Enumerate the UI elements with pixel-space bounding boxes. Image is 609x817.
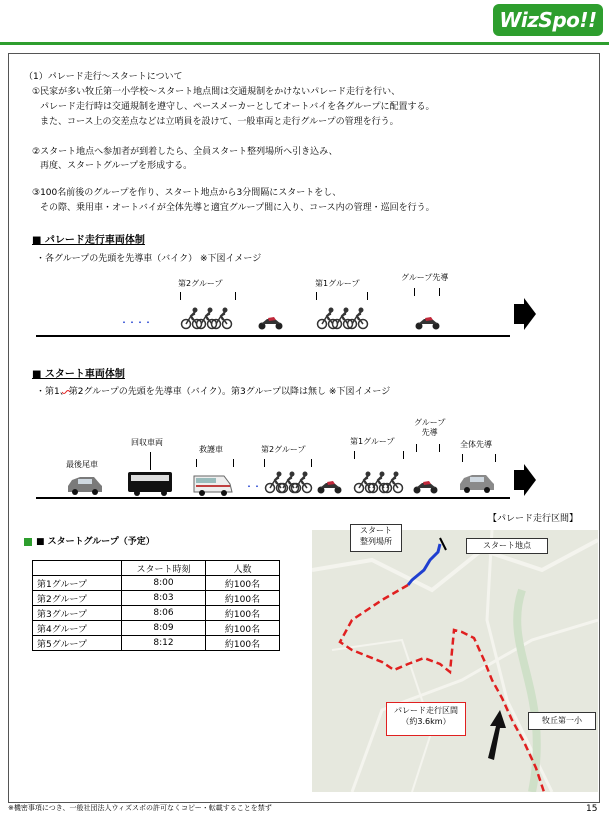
table-row (33, 591, 280, 606)
table-cell: 第5グループ (33, 636, 122, 651)
bracket (416, 444, 440, 452)
cyclist-icon (182, 308, 202, 329)
page-number: 15 (586, 804, 598, 814)
schedule-table (32, 560, 280, 651)
table-cell: 第4グループ (33, 621, 122, 636)
callout-start-point: スタート地点 (466, 538, 548, 554)
table-cell: 8:12 (122, 636, 206, 651)
table-row (33, 606, 280, 621)
start-section-title: ■ スタート車両体制 (32, 369, 125, 380)
cyclist-icon (292, 472, 312, 493)
intro-p3-line1: ③100名前後のグループを作り、スタート地点から3分間隔にスタートをし、 (32, 188, 342, 198)
intro-heading: （1）パレード走行～スタートについて (24, 72, 183, 82)
table-row (33, 576, 280, 591)
direction-arrow (514, 298, 536, 330)
wizspo-logo: WizSpo!! (493, 4, 603, 36)
intro-p1-line2: パレード走行時は交通規制を遵守し、ペースメーカーとしてオートバイを各グループに配置する。 (40, 102, 435, 112)
parade-label-group1: 第1グループ (315, 279, 360, 288)
table-cell: 第3グループ (33, 606, 122, 621)
intro-p3-line2: その際、乗用車・オートバイが全体先導と適宜グループ間に入り、コース内の管理・巡回を行う。 (40, 203, 435, 213)
start-label-overall-lead: 全体先導 (460, 440, 492, 449)
intro-p1-line3: また、コース上の交差点などは立哨員を設けて、一般車両と走行グループの管理を行う。 (40, 117, 399, 127)
table-cell: 約100名 (206, 591, 280, 606)
table-cell: 約100名 (206, 621, 280, 636)
cyclist-icon (212, 308, 232, 329)
callout-school: 牧丘第一小 (528, 712, 596, 730)
table-cell: 8:06 (122, 606, 206, 621)
bus-icon (128, 472, 172, 496)
ambulance-icon (194, 476, 232, 496)
cyclist-icon (279, 472, 299, 493)
parade-label-lead: グループ先導 (401, 273, 449, 282)
table-cell: 第1グループ (33, 576, 122, 591)
parade-section-title: ■ パレード走行車両体制 (32, 235, 145, 246)
parade-label-group2: 第2グループ (178, 279, 223, 288)
direction-arrow-icon (488, 710, 506, 760)
table-cell: 約100名 (206, 576, 280, 591)
cyclist-icon (333, 308, 353, 329)
bracket (462, 454, 496, 462)
table-cell: 約100名 (206, 636, 280, 651)
table-header-cell: スタート時刻 (122, 561, 206, 576)
parade-desc: ・各グループの先頭を先導車（バイク） ※下図イメージ (36, 254, 262, 264)
start-label-group1: 第1グループ (350, 437, 395, 446)
start-desc: ・第1、第2グループの先頭を先導車（バイク）。第3グループ以降は無し ※下図イメージ (36, 387, 391, 397)
table-cell: 8:03 (122, 591, 206, 606)
parade-ellipsis: ・・・・ (120, 318, 152, 327)
route-map (312, 530, 598, 792)
table-row (33, 621, 280, 636)
car-icon (68, 477, 102, 495)
intro-p2-line2: 再度、スタートグループを形成する。 (40, 161, 193, 171)
cyclist-icon (348, 308, 368, 329)
start-label-pickup: 回収車両 (131, 438, 163, 447)
cyclist-icon (197, 308, 217, 329)
car-icon (460, 475, 494, 493)
table-cell: 約100名 (206, 606, 280, 621)
route-map-drawing (312, 530, 598, 792)
cyclist-icon (383, 472, 403, 493)
motorbike-icon (414, 481, 438, 494)
bracket (196, 459, 234, 467)
direction-arrow (514, 464, 536, 496)
callout-parade-section: パレード走行区間 （約3.6km） (386, 702, 466, 736)
table-header-row (33, 561, 280, 576)
start-label-ambulance: 救護車 (199, 445, 223, 454)
map-caption: 【パレード走行区間】 (488, 514, 579, 524)
cyclist-icon (369, 472, 389, 493)
table-row (33, 636, 280, 651)
table-cell: 8:00 (122, 576, 206, 591)
start-ellipsis: ・・ (245, 482, 261, 491)
bracket (264, 459, 312, 467)
cyclist-icon (355, 472, 375, 493)
table-cell: 第2グループ (33, 591, 122, 606)
callout-lineup-area: スタート 整列場所 (350, 524, 402, 552)
table-header-cell (33, 561, 122, 576)
motorbike-icon (259, 317, 283, 330)
motorbike-icon (318, 481, 342, 494)
lineup-route (408, 544, 440, 585)
footer-notice: ※機密事項につき、一般社団法人ウィズスポの許可なくコピー・転載することを禁ず (8, 804, 272, 812)
bullet-square (24, 538, 32, 546)
table-cell: 8:09 (122, 621, 206, 636)
schedule-title: ■ スタートグループ（予定） (36, 537, 155, 547)
start-label-last-car: 最後尾車 (66, 460, 98, 469)
table-header-cell: 人数 (206, 561, 280, 576)
intro-p2-line1: ②スタート地点へ参加者が到着したら、全員スタート整列場所へ引き込み、 (32, 147, 338, 157)
cyclist-icon (266, 472, 286, 493)
start-label-group2: 第2グループ (261, 445, 306, 454)
cyclist-icon (318, 308, 338, 329)
motorbike-icon (416, 317, 440, 330)
intro-p1-line1: ①民家が多い牧丘第一小学校～スタート地点間は交通規制をかけないパレード走行を行い、 (32, 87, 401, 97)
bracket (150, 452, 151, 470)
start-label-group-lead: グループ 先導 (414, 418, 446, 437)
bracket (354, 451, 404, 459)
